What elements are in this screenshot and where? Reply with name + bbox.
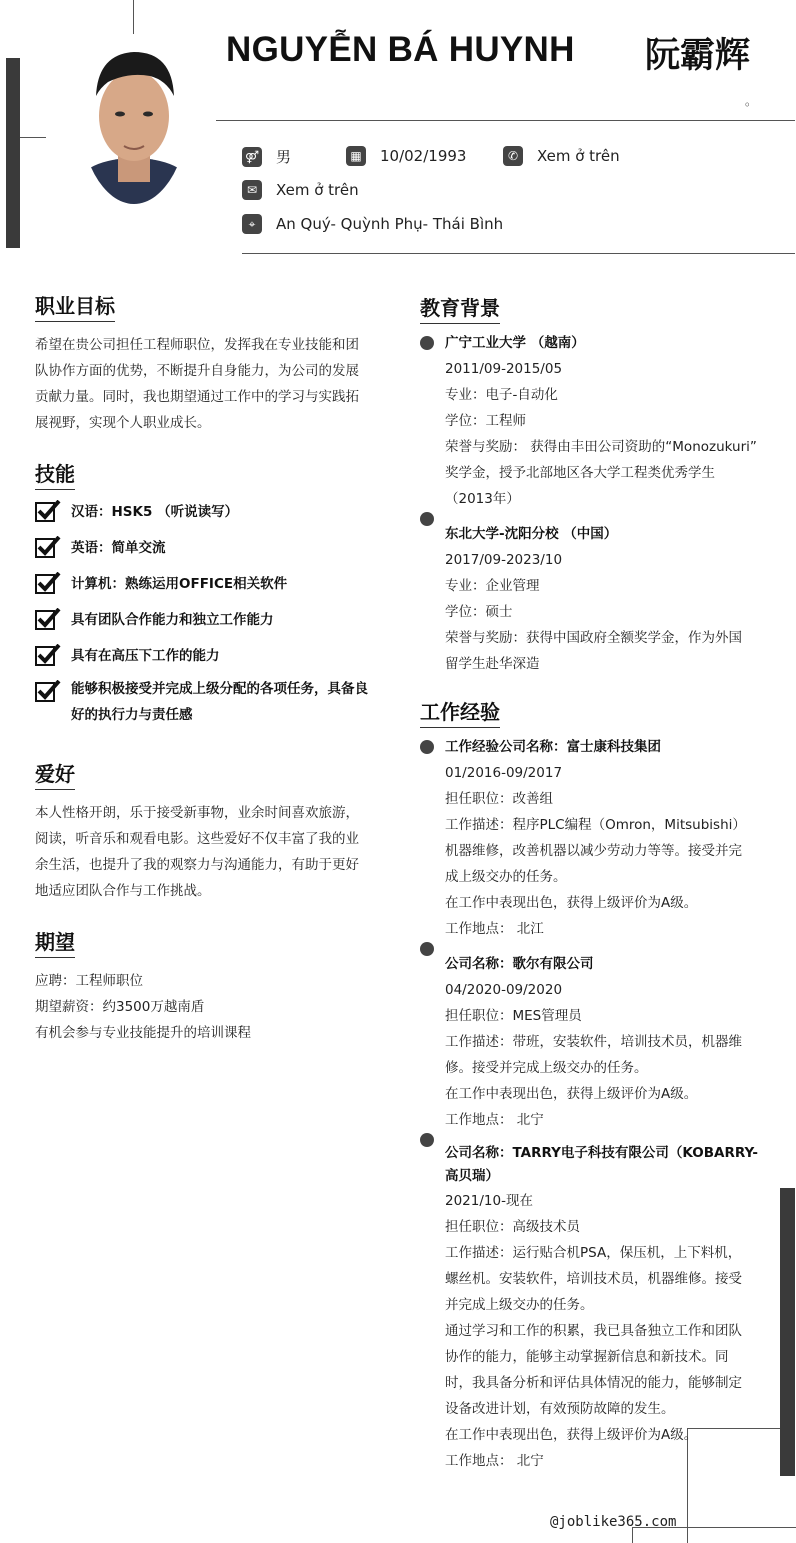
objective-text: 希望在贵公司担任工程师职位，发挥我在专业技能和团 队协作方面的优势，不断提升自身能力，为公司的发展 贡献力量。同时，我也期望通过工作中的学习与实践拓 展视野，实现个人职业成长。 (35, 337, 359, 431)
left-column (35, 290, 385, 1046)
work-item: 公司名称：歌尔有限公司 04/2020-09/2020 担任职位：MES管理员 工作描述：带班，安装软件，培训技术员，机器维 修。接受并完成上级交办的任务。 在工作中表现出色，获得上级评价为A级。 工作地点： 北宁 (445, 951, 770, 1133)
info-divider (242, 253, 795, 254)
checkbox-checked-icon (35, 644, 61, 666)
work-item: 工作经验公司名称：富士康科技集团 01/2016-09/2017 担任职位：改善组 工作描述：程序PLC编程（Omron，Mitsubishi） 机器维修，改善机器以减少劳动力等等。接受并完 成上级交办的任务。 在工作中表现出色，获得上级评价为A级。 工作地点： 北江 (445, 734, 770, 942)
birthdate-value: 10/02/1993 (380, 147, 467, 165)
frame-line (133, 0, 134, 36)
company-name: 高贝瑞） (445, 1168, 499, 1184)
skill-item: 英语：简单交流 (35, 536, 385, 572)
checkbox-checked-icon (35, 608, 61, 630)
gender-value: 男 (276, 148, 292, 166)
skill-item: 具有在高压下工作的能力 (35, 644, 385, 680)
skill-item: 计算机：熟练运用OFFICE相关软件 (35, 572, 385, 608)
address-value: An Quý- Quỳnh Phụ- Thái Bình (276, 215, 504, 233)
school-name: 东北大学-沈阳分校 （中国） (445, 526, 618, 542)
location-icon: ⌖ (242, 214, 262, 234)
phone-value: Xem ở trên (537, 147, 620, 165)
company-name: 公司名称：TARRY电子科技有限公司（KOBARRY- (445, 1145, 758, 1161)
calendar-icon: ▦ (346, 146, 366, 166)
checkbox-checked-icon (35, 572, 61, 594)
address-row (242, 214, 503, 234)
expect-title: 期望 (35, 926, 75, 958)
expect-text: 应聘：工程师职位 期望薪资：约3500万越南盾 有机会参与专业技能提升的培训课程 (35, 973, 251, 1041)
skills-list (35, 500, 385, 728)
skill-item: 具有团队合作能力和独立工作能力 (35, 608, 385, 644)
header-divider (216, 120, 795, 121)
skills-title: 技能 (35, 458, 75, 490)
birthdate-row (346, 146, 466, 166)
work-title: 工作经验 (420, 696, 500, 728)
bullet-dot (420, 942, 434, 956)
mail-icon: ✉ (242, 180, 262, 200)
work-item: 公司名称：TARRY电子科技有限公司（KOBARRY- 高贝瑞） 2021/10-现在 担任职位：高级技术员 工作描述：运行贴合机PSA，保压机，上下料机， 螺丝机。安装软件，培训技术员，机器维修。接受 并完成上级交办的任务。 通过学习和工作的积累，我已具备独立工作和团队 协作的能力，能够主动掌握新信息和新技术。同 时，我具备分析和评估具体情况的能力，能够制定 设备改进计划，有效预防故障的发生。 在工作中表现出色，获得上级评价为A级。 工作地点： 北宁 (445, 1142, 770, 1474)
phone-row (503, 146, 620, 166)
checkbox-checked-icon (35, 536, 61, 558)
right-accent-bar (780, 1188, 795, 1476)
bullet-dot (420, 740, 434, 754)
gender-row (242, 146, 291, 167)
checkbox-checked-icon (35, 500, 61, 522)
chinese-name: 阮霸辉 (645, 36, 751, 76)
hobbies-title: 爱好 (35, 758, 75, 790)
skill-item: 汉语：HSK5 （听说读写） (35, 500, 385, 536)
hobbies-text: 本人性格开朗，乐于接受新事物，业余时间喜欢旅游， 阅读，听音乐和观看电影。这些爱好不仅丰富了我的业 余生活，也提升了我的观察力与沟通能力，有助于更好 地适应团队合作与工作挑战。 (35, 805, 359, 899)
frame-line (20, 137, 46, 138)
gender-icon: ⚤ (242, 147, 262, 167)
education-item: 东北大学-沈阳分校 （中国） 2017/09-2023/10 专业：企业管理 学位：硕士 荣誉与奖励：获得中国政府全额奖学金，作为外国 留学生赴华深造 (445, 521, 770, 677)
checkbox-checked-icon (35, 680, 61, 702)
email-row (242, 180, 359, 200)
small-mark: 。 (745, 94, 758, 108)
left-accent-bar (6, 58, 20, 248)
bullet-dot (420, 512, 434, 526)
footer-website: @joblike365.com (550, 1514, 677, 1530)
education-item: 广宁工业大学 （越南） 2011/09-2015/05 专业：电子-自动化 学位：工程师 荣誉与奖励： 获得由丰田公司资助的“Monozukuri” 奖学金，授予北部地区各大学工程类优秀学生 （2013年） (445, 330, 770, 512)
bullet-dot (420, 1133, 434, 1147)
school-name: 广宁工业大学 （越南） (445, 335, 585, 351)
profile-photo (78, 34, 190, 204)
bullet-dot (420, 336, 434, 350)
education-title: 教育背景 (420, 292, 500, 324)
skill-item: 能够积极接受并完成上级分配的各项任务，具备良 好的执行力与责任感 (35, 680, 385, 728)
objective-title: 职业目标 (35, 290, 115, 322)
company-name: 工作经验公司名称：富士康科技集团 (445, 739, 661, 755)
email-value: Xem ở trên (276, 181, 359, 199)
company-name: 公司名称：歌尔有限公司 (445, 956, 594, 972)
phone-icon: ✆ (503, 146, 523, 166)
full-name: NGUYỄN BÁ HUYNH (226, 30, 575, 69)
